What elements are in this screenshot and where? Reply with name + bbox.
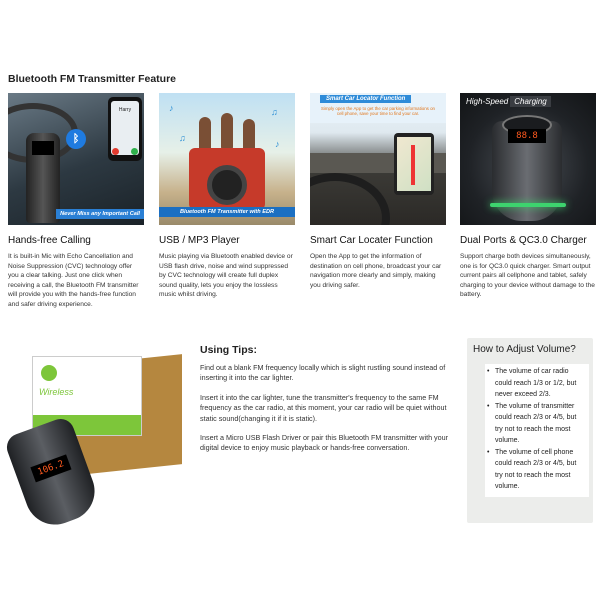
decline-call-icon [112,148,119,155]
label-high-speed: High-Speed [466,97,509,106]
feature-title: USB / MP3 Player [159,235,240,246]
usb-mp3-image [159,93,295,225]
feature-usb-mp3 [159,93,295,300]
accept-call-icon [131,148,138,155]
steering-wheel-icon [310,173,390,225]
volume-list [485,364,589,497]
charger-display: 88.8 [508,129,546,143]
dual-ports-image [460,93,596,225]
music-note-icon: ♪ [275,139,280,149]
section-title: Bluetooth FM Transmitter Feature [8,73,177,85]
brand-text: Wireless [39,387,74,397]
label-charging: Charging [510,96,550,107]
feature-dual-ports [460,93,596,300]
tip-item: Insert it into the car lighter, tune the transmitter's frequency to the same FM frequency as the car radio, at this moment, your car radio will be quiet without static sound(changing it if it is static). [200,392,447,423]
image-subtitle: Simply open the App to get the car parking informations on cell phone, save your time to find your car. [321,106,435,117]
charger-glow [490,203,566,207]
spare-tire-icon [207,165,247,205]
tip-item: Insert a Micro USB Flash Driver or pair this Bluetooth FM transmitter with your digital device to enjoy music playback or hands-free conversation. [200,433,449,453]
music-note-icon: ♫ [271,107,278,117]
feature-hands-free [8,93,144,310]
phone-map-icon [394,133,434,195]
feature-text: Music playing via Bluetooth enabled device or USB flash drive, noise and wind suppressed by CVC technology will create full duplex sound quality, lets you enjoy the lossless music whilst driving. [159,253,293,299]
feature-text: Support charge both devices simultaneously, one is for QC3.0 quick charger. Smart output current pairs all cellphone and tablet, safely charging to your device without damage to the battery. [460,253,595,299]
volume-title: How to Adjust Volume? [473,344,576,355]
volume-item: • The volume of transmitter could reach 2/3 or 4/5, but try not to reach the most volume. [495,401,585,447]
feature-title: Smart Car Locater Function [310,235,433,246]
car-charger-icon: 106.2 [3,415,103,533]
image-banner: Bluetooth FM Transmitter with EDR [159,207,295,217]
caller-name: Harry [118,107,132,113]
tip-item: Find out a blank FM frequency locally which is slight rustling sound instead of inserting it into the car lighter. [200,363,446,383]
feature-text: Open the App to get the information of destination on cell phone, broadcast your car navigation more clearly and simply, making you driving safer. [310,253,442,289]
music-note-icon: ♫ [179,133,186,143]
hands-free-image [8,93,144,225]
image-banner: Smart Car Locator Function [320,95,411,103]
bluetooth-icon: ᛒ [66,129,86,149]
feature-title: Hands-free Calling [8,235,91,246]
brand-logo-icon [41,365,57,381]
product-box-image [8,346,188,521]
fm-transmitter-icon [26,133,60,223]
music-note-icon: ♪ [169,103,174,113]
phone-icon [108,97,142,161]
using-tips [200,344,450,454]
feature-text: It is built-in Mic with Echo Cancellation and Noise Suppression (CVC) technology offer you a clear talking. Just one click when receiving a call, the Bluetooth FM transmitter will provide you with the hands-free function and safer driving experience. [8,253,139,308]
image-banner: Never Miss any Important Call [56,209,144,219]
tips-title: Using Tips: [200,344,257,356]
feature-car-locater [310,93,446,290]
car-locater-image [310,93,446,225]
feature-title: Dual Ports & QC3.0 Charger [460,235,587,246]
volume-item: • The volume of cell phone could reach 2/3 or 4/5, but try not to reach the most volume. [495,447,585,493]
people-illustration [193,113,263,153]
volume-panel [467,338,593,523]
volume-item: • The volume of car radio could reach 1/3 or 1/2, but never exceed 2/3. [495,366,585,401]
